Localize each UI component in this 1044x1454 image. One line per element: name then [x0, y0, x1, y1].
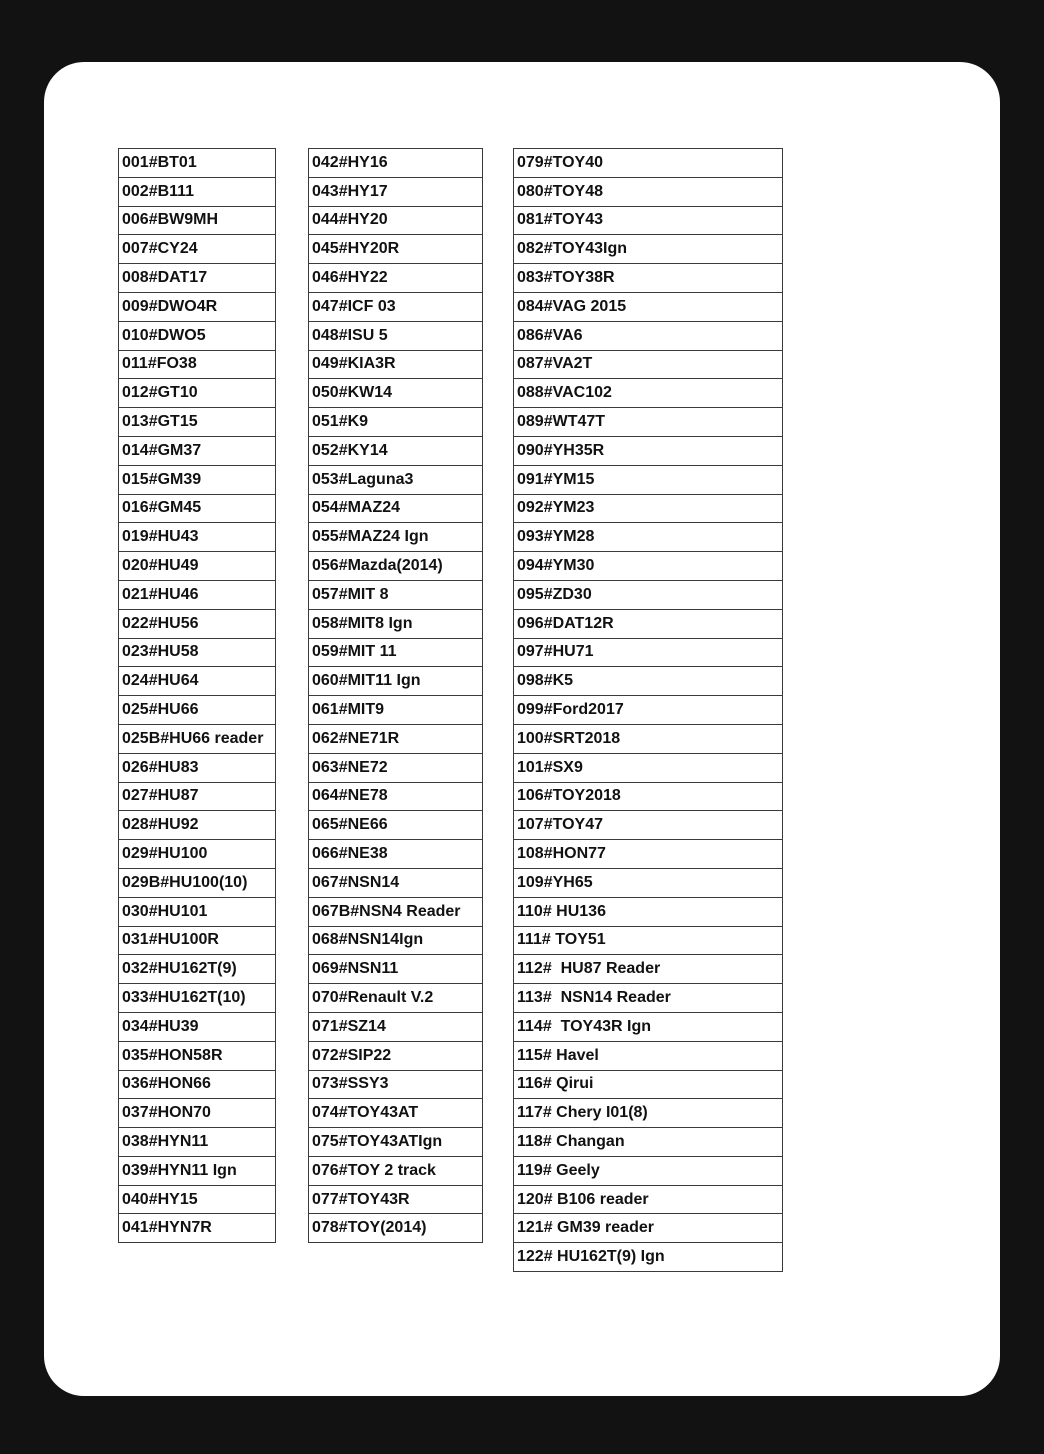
table-row: [309, 1156, 483, 1185]
table-row: [309, 1099, 483, 1128]
code-cell: 072#SIP22: [309, 1041, 483, 1070]
code-cell: 045#HY20R: [309, 235, 483, 264]
table-row: [514, 580, 783, 609]
code-cell: 029B#HU100(10): [119, 868, 276, 897]
code-cell: 042#HY16: [309, 149, 483, 178]
code-cell: 054#MAZ24: [309, 494, 483, 523]
code-cell: 088#VAC102: [514, 379, 783, 408]
table-row: [514, 926, 783, 955]
table-row: [514, 408, 783, 437]
table-row: [309, 753, 483, 782]
code-cell: 060#MIT11 Ign: [309, 667, 483, 696]
table-row: [514, 494, 783, 523]
table-row: [514, 379, 783, 408]
code-cell: 007#CY24: [119, 235, 276, 264]
code-cell: 064#NE78: [309, 782, 483, 811]
table-row: [119, 206, 276, 235]
table-row: [514, 1156, 783, 1185]
code-cell: 008#DAT17: [119, 264, 276, 293]
code-cell: 083#TOY38R: [514, 264, 783, 293]
table-row: [514, 149, 783, 178]
code-cell: 121# GM39 reader: [514, 1214, 783, 1243]
code-cell: 046#HY22: [309, 264, 483, 293]
table-row: [309, 724, 483, 753]
code-cell: 069#NSN11: [309, 955, 483, 984]
code-cell: 106#TOY2018: [514, 782, 783, 811]
table-row: [514, 955, 783, 984]
code-cell: 025B#HU66 reader: [119, 724, 276, 753]
table-row: [514, 984, 783, 1013]
table-row: [119, 638, 276, 667]
code-cell: 075#TOY43ATIgn: [309, 1128, 483, 1157]
table-row: [119, 350, 276, 379]
code-cell: 091#YM15: [514, 465, 783, 494]
code-cell: 098#K5: [514, 667, 783, 696]
code-cell: 076#TOY 2 track: [309, 1156, 483, 1185]
table-row: [514, 1243, 783, 1272]
table-row: [309, 1214, 483, 1243]
code-cell: 056#Mazda(2014): [309, 552, 483, 581]
table-row: [119, 321, 276, 350]
table-row: [514, 868, 783, 897]
table-row: [514, 638, 783, 667]
table-row: [119, 494, 276, 523]
table-row: [309, 235, 483, 264]
table-row: [119, 379, 276, 408]
code-cell: 016#GM45: [119, 494, 276, 523]
table-row: [309, 1128, 483, 1157]
code-cell: 048#ISU 5: [309, 321, 483, 350]
table-row: [309, 436, 483, 465]
code-cell: 110# HU136: [514, 897, 783, 926]
code-cell: 037#HON70: [119, 1099, 276, 1128]
code-cell: 047#ICF 03: [309, 292, 483, 321]
code-cell: 019#HU43: [119, 523, 276, 552]
code-cell: 089#WT47T: [514, 408, 783, 437]
table-row: [309, 696, 483, 725]
code-cell: 057#MIT 8: [309, 580, 483, 609]
table-row: [119, 523, 276, 552]
table-row: [514, 436, 783, 465]
table-row: [514, 350, 783, 379]
code-cell: 039#HYN11 Ign: [119, 1156, 276, 1185]
table-row: [309, 782, 483, 811]
code-cell: 082#TOY43Ign: [514, 235, 783, 264]
code-cell: 030#HU101: [119, 897, 276, 926]
table-row: [119, 840, 276, 869]
table-row: [119, 1099, 276, 1128]
table-row: [514, 696, 783, 725]
table-row: [514, 292, 783, 321]
table-row: [119, 408, 276, 437]
code-cell: 029#HU100: [119, 840, 276, 869]
code-cell: 002#B111: [119, 177, 276, 206]
table-row: [514, 235, 783, 264]
table-row: [514, 321, 783, 350]
code-cell: 113# NSN14 Reader: [514, 984, 783, 1013]
code-cell: 116# Qirui: [514, 1070, 783, 1099]
code-cell: 020#HU49: [119, 552, 276, 581]
code-cell: 097#HU71: [514, 638, 783, 667]
code-cell: 024#HU64: [119, 667, 276, 696]
code-cell: 108#HON77: [514, 840, 783, 869]
table-row: [119, 897, 276, 926]
table-row: [119, 1128, 276, 1157]
table-row: [119, 149, 276, 178]
table-row: [309, 811, 483, 840]
code-cell: 092#YM23: [514, 494, 783, 523]
table-row: [514, 782, 783, 811]
table-row: [514, 667, 783, 696]
code-cell: 074#TOY43AT: [309, 1099, 483, 1128]
table-row: [309, 264, 483, 293]
code-cell: 099#Ford2017: [514, 696, 783, 725]
code-cell: 012#GT10: [119, 379, 276, 408]
table-row: [514, 753, 783, 782]
code-cell: 086#VA6: [514, 321, 783, 350]
code-cell: 094#YM30: [514, 552, 783, 581]
code-cell: 026#HU83: [119, 753, 276, 782]
code-cell: 043#HY17: [309, 177, 483, 206]
table-row: [514, 840, 783, 869]
table-row: [514, 465, 783, 494]
code-cell: 067#NSN14: [309, 868, 483, 897]
document-card: [44, 62, 1000, 1396]
table-row: [119, 667, 276, 696]
code-cell: 010#DWO5: [119, 321, 276, 350]
table-row: [514, 1012, 783, 1041]
table-row: [119, 1041, 276, 1070]
table-row: [514, 206, 783, 235]
table-row: [514, 264, 783, 293]
code-cell: 090#YH35R: [514, 436, 783, 465]
code-column-3: [513, 148, 783, 1272]
code-cell: 032#HU162T(9): [119, 955, 276, 984]
code-cell: 031#HU100R: [119, 926, 276, 955]
code-cell: 117# Chery I01(8): [514, 1099, 783, 1128]
code-cell: 067B#NSN4 Reader: [309, 897, 483, 926]
table-row: [309, 984, 483, 1013]
table-row: [309, 465, 483, 494]
table-row: [119, 264, 276, 293]
code-cell: 087#VA2T: [514, 350, 783, 379]
table-row: [309, 1185, 483, 1214]
table-row: [309, 206, 483, 235]
table-row: [119, 1185, 276, 1214]
code-cell: 049#KIA3R: [309, 350, 483, 379]
table-row: [309, 926, 483, 955]
code-cell: 058#MIT8 Ign: [309, 609, 483, 638]
code-cell: 053#Laguna3: [309, 465, 483, 494]
code-cell: 109#YH65: [514, 868, 783, 897]
code-cell: 096#DAT12R: [514, 609, 783, 638]
code-cell: 079#TOY40: [514, 149, 783, 178]
code-cell: 118# Changan: [514, 1128, 783, 1157]
code-cell: 015#GM39: [119, 465, 276, 494]
code-cell: 101#SX9: [514, 753, 783, 782]
code-cell: 041#HYN7R: [119, 1214, 276, 1243]
code-cell: 070#Renault V.2: [309, 984, 483, 1013]
table-row: [309, 1070, 483, 1099]
code-cell: 021#HU46: [119, 580, 276, 609]
code-cell: 100#SRT2018: [514, 724, 783, 753]
table-row: [514, 811, 783, 840]
code-cell: 022#HU56: [119, 609, 276, 638]
table-row: [119, 724, 276, 753]
table-row: [514, 552, 783, 581]
code-cell: 044#HY20: [309, 206, 483, 235]
table-row: [119, 926, 276, 955]
code-cell: 080#TOY48: [514, 177, 783, 206]
code-cell: 078#TOY(2014): [309, 1214, 483, 1243]
table-row: [119, 580, 276, 609]
code-cell: 036#HON66: [119, 1070, 276, 1099]
code-cell: 095#ZD30: [514, 580, 783, 609]
code-cell: 051#K9: [309, 408, 483, 437]
table-row: [119, 1012, 276, 1041]
code-cell: 038#HYN11: [119, 1128, 276, 1157]
code-cell: 066#NE38: [309, 840, 483, 869]
code-cell: 034#HU39: [119, 1012, 276, 1041]
table-row: [119, 552, 276, 581]
code-cell: 112# HU87 Reader: [514, 955, 783, 984]
table-row: [309, 350, 483, 379]
table-row: [119, 1156, 276, 1185]
table-row: [309, 292, 483, 321]
table-row: [119, 1214, 276, 1243]
table-row: [309, 321, 483, 350]
code-cell: 050#KW14: [309, 379, 483, 408]
table-row: [119, 177, 276, 206]
table-row: [309, 379, 483, 408]
code-cell: 122# HU162T(9) Ign: [514, 1243, 783, 1272]
code-cell: 120# B106 reader: [514, 1185, 783, 1214]
code-cell: 068#NSN14Ign: [309, 926, 483, 955]
code-cell: 119# Geely: [514, 1156, 783, 1185]
table-row: [309, 1041, 483, 1070]
code-cell: 107#TOY47: [514, 811, 783, 840]
table-row: [119, 436, 276, 465]
table-row: [309, 868, 483, 897]
table-row: [309, 494, 483, 523]
code-column-1: [118, 148, 276, 1243]
code-cell: 114# TOY43R Ign: [514, 1012, 783, 1041]
code-cell: 111# TOY51: [514, 926, 783, 955]
code-cell: 055#MAZ24 Ign: [309, 523, 483, 552]
code-cell: 115# Havel: [514, 1041, 783, 1070]
table-row: [514, 609, 783, 638]
table-row: [309, 408, 483, 437]
table-row: [119, 609, 276, 638]
table-row: [309, 897, 483, 926]
table-row: [309, 552, 483, 581]
table-row: [309, 667, 483, 696]
table-row: [119, 292, 276, 321]
table-row: [119, 955, 276, 984]
table-row: [309, 149, 483, 178]
table-row: [514, 1099, 783, 1128]
table-row: [514, 897, 783, 926]
table-row: [119, 984, 276, 1013]
table-row: [119, 868, 276, 897]
table-row: [119, 235, 276, 264]
code-cell: 035#HON58R: [119, 1041, 276, 1070]
code-column-2: [308, 148, 483, 1243]
code-cell: 081#TOY43: [514, 206, 783, 235]
table-row: [514, 1185, 783, 1214]
code-cell: 025#HU66: [119, 696, 276, 725]
code-cell: 009#DWO4R: [119, 292, 276, 321]
code-cell: 001#BT01: [119, 149, 276, 178]
table-row: [309, 955, 483, 984]
table-row: [119, 782, 276, 811]
table-row: [309, 840, 483, 869]
code-cell: 062#NE71R: [309, 724, 483, 753]
code-cell: 063#NE72: [309, 753, 483, 782]
table-row: [514, 1214, 783, 1243]
table-row: [309, 638, 483, 667]
table-row: [119, 696, 276, 725]
table-row: [309, 580, 483, 609]
table-row: [119, 465, 276, 494]
code-cell: 014#GM37: [119, 436, 276, 465]
code-cell: 028#HU92: [119, 811, 276, 840]
table-row: [514, 724, 783, 753]
code-cell: 071#SZ14: [309, 1012, 483, 1041]
code-cell: 065#NE66: [309, 811, 483, 840]
table-row: [119, 1070, 276, 1099]
code-cell: 077#TOY43R: [309, 1185, 483, 1214]
table-row: [309, 523, 483, 552]
table-row: [514, 1041, 783, 1070]
code-cell: 013#GT15: [119, 408, 276, 437]
code-cell: 027#HU87: [119, 782, 276, 811]
code-cell: 061#MIT9: [309, 696, 483, 725]
code-cell: 084#VAG 2015: [514, 292, 783, 321]
table-row: [514, 1128, 783, 1157]
code-cell: 040#HY15: [119, 1185, 276, 1214]
table-row: [309, 1012, 483, 1041]
table-row: [119, 811, 276, 840]
code-cell: 023#HU58: [119, 638, 276, 667]
code-cell: 073#SSY3: [309, 1070, 483, 1099]
table-row: [514, 1070, 783, 1099]
code-cell: 033#HU162T(10): [119, 984, 276, 1013]
table-row: [309, 177, 483, 206]
code-cell: 011#FO38: [119, 350, 276, 379]
table-row: [514, 177, 783, 206]
code-cell: 052#KY14: [309, 436, 483, 465]
code-cell: 006#BW9MH: [119, 206, 276, 235]
table-row: [119, 753, 276, 782]
code-cell: 093#YM28: [514, 523, 783, 552]
table-row: [514, 523, 783, 552]
table-row: [309, 609, 483, 638]
code-cell: 059#MIT 11: [309, 638, 483, 667]
